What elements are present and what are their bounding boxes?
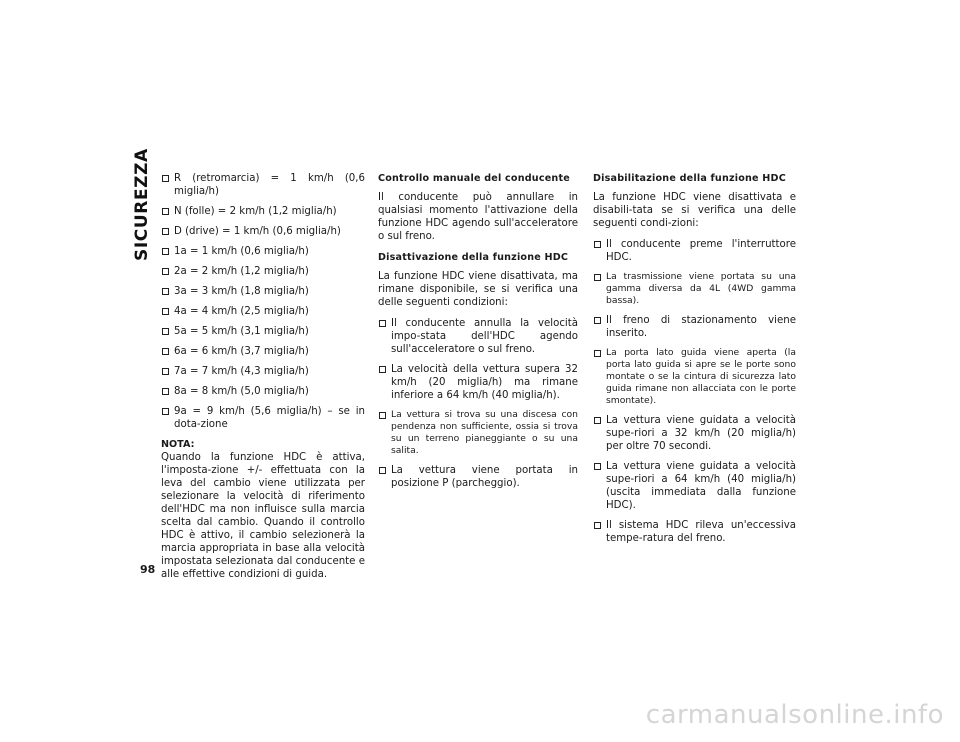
- list-item: 5a = 5 km/h (3,1 miglia/h): [161, 325, 365, 338]
- section-heading: Disattivazione della funzione HDC: [378, 252, 569, 263]
- checkbox-bullet-icon: [594, 522, 601, 529]
- checkbox-bullet-icon: [594, 241, 601, 248]
- checkbox-bullet-icon: [379, 467, 386, 474]
- list-item: 4a = 4 km/h (2,5 miglia/h): [161, 305, 365, 318]
- checkbox-bullet-icon: [162, 288, 169, 295]
- list-item: D (drive) = 1 km/h (0,6 miglia/h): [161, 225, 365, 238]
- checkbox-bullet-icon: [162, 208, 169, 215]
- checkbox-bullet-icon: [162, 348, 169, 355]
- list-item: 1a = 1 km/h (0,6 miglia/h): [161, 245, 365, 258]
- list-item: La velocità della vettura supera 32 km/h (20 miglia/h) ma rimane inferiore a 64 km/h (40 miglia/h).: [378, 363, 578, 402]
- list-item: La trasmissione viene portata su una gamma diversa da 4L (4WD gamma bassa).: [593, 271, 796, 307]
- checkbox-bullet-icon: [162, 268, 169, 275]
- checkbox-bullet-icon: [594, 463, 601, 470]
- list-item: Il conducente preme l'interruttore HDC.: [593, 238, 796, 264]
- list-item: La porta lato guida viene aperta (la porta lato guida si apre se le porte sono montate o se la cintura di sicurezza lato guida rimane non allacciata con le porte smontate).: [593, 347, 796, 407]
- list-item: R (retromarcia) = 1 km/h (0,6 miglia/h): [161, 172, 365, 198]
- section-title-text: SICUREZZA: [132, 148, 152, 261]
- list-item: La vettura viene guidata a velocità supe-riori a 64 km/h (40 miglia/h) (uscita immediata dalla funzione HDC).: [593, 460, 796, 512]
- column-3: [593, 172, 796, 552]
- checkbox-bullet-icon: [162, 175, 169, 182]
- checkbox-bullet-icon: [379, 412, 386, 419]
- checkbox-bullet-icon: [162, 368, 169, 375]
- watermark: carmanualsonline.info: [645, 700, 944, 730]
- list-item: La vettura viene guidata a velocità supe-riori a 32 km/h (20 miglia/h) per oltre 70 secondi.: [593, 414, 796, 453]
- list-item: La vettura si trova su una discesa con pendenza non sufficiente, ossia si trova su un terreno pianeggiante o su una salita.: [378, 409, 578, 457]
- list-item: 3a = 3 km/h (1,8 miglia/h): [161, 285, 365, 298]
- list-item: Il conducente annulla la velocità impo-stata dell'HDC agendo sull'acceleratore o sul freno.: [378, 317, 578, 356]
- list-item: N (folle) = 2 km/h (1,2 miglia/h): [161, 205, 365, 218]
- checkbox-bullet-icon: [594, 274, 601, 281]
- column-2: [378, 172, 578, 497]
- list-item: 2a = 2 km/h (1,2 miglia/h): [161, 265, 365, 278]
- paragraph: Il conducente può annullare in qualsiasi momento l'attivazione della funzione HDC agendo sull'acceleratore o sul freno.: [378, 192, 578, 242]
- list-item: 8a = 8 km/h (5,0 miglia/h): [161, 385, 365, 398]
- section-heading: Controllo manuale del conducente: [378, 173, 570, 184]
- checkbox-bullet-icon: [162, 248, 169, 255]
- section-title: [130, 148, 160, 261]
- checkbox-bullet-icon: [594, 417, 601, 424]
- list-item: Il freno di stazionamento viene inserito.: [593, 314, 796, 340]
- list-item: La vettura viene portata in posizione P (parcheggio).: [378, 464, 578, 490]
- checkbox-bullet-icon: [162, 408, 169, 415]
- list-item: 9a = 9 km/h (5,6 miglia/h) – se in dota-zione: [161, 405, 365, 431]
- checkbox-bullet-icon: [162, 388, 169, 395]
- checkbox-bullet-icon: [162, 328, 169, 335]
- paragraph: La funzione HDC viene disattivata e disabili-tata se si verifica una delle seguenti condi-zioni:: [593, 192, 796, 229]
- column-1: [161, 172, 365, 589]
- list-item: 6a = 6 km/h (3,7 miglia/h): [161, 345, 365, 358]
- note-text: Quando la funzione HDC è attiva, l'imposta-zione +/- effettuata con la leva del cambio viene utilizzata per selezionare la velocità di riferimento dell'HDC ma non influisce sulla marcia scelta dal cambio. Quando il controllo HDC è attivo, il cambio selezionerà la marcia appropriata in base alla velocità impostata selezionata dal conducente e alle effettive condizioni di guida.: [161, 452, 365, 580]
- checkbox-bullet-icon: [379, 320, 386, 327]
- paragraph: La funzione HDC viene disattivata, ma rimane disponibile, se si verifica una delle seguenti condizioni:: [378, 271, 578, 308]
- list-item: 7a = 7 km/h (4,3 miglia/h): [161, 365, 365, 378]
- checkbox-bullet-icon: [162, 228, 169, 235]
- checkbox-bullet-icon: [594, 317, 601, 324]
- note-label: NOTA:: [161, 439, 195, 450]
- checkbox-bullet-icon: [162, 308, 169, 315]
- page-number: 98: [140, 563, 156, 576]
- checkbox-bullet-icon: [379, 366, 386, 373]
- section-heading: Disabilitazione della funzione HDC: [593, 173, 786, 184]
- list-item: Il sistema HDC rileva un'eccessiva tempe-ratura del freno.: [593, 519, 796, 545]
- checkbox-bullet-icon: [594, 350, 601, 357]
